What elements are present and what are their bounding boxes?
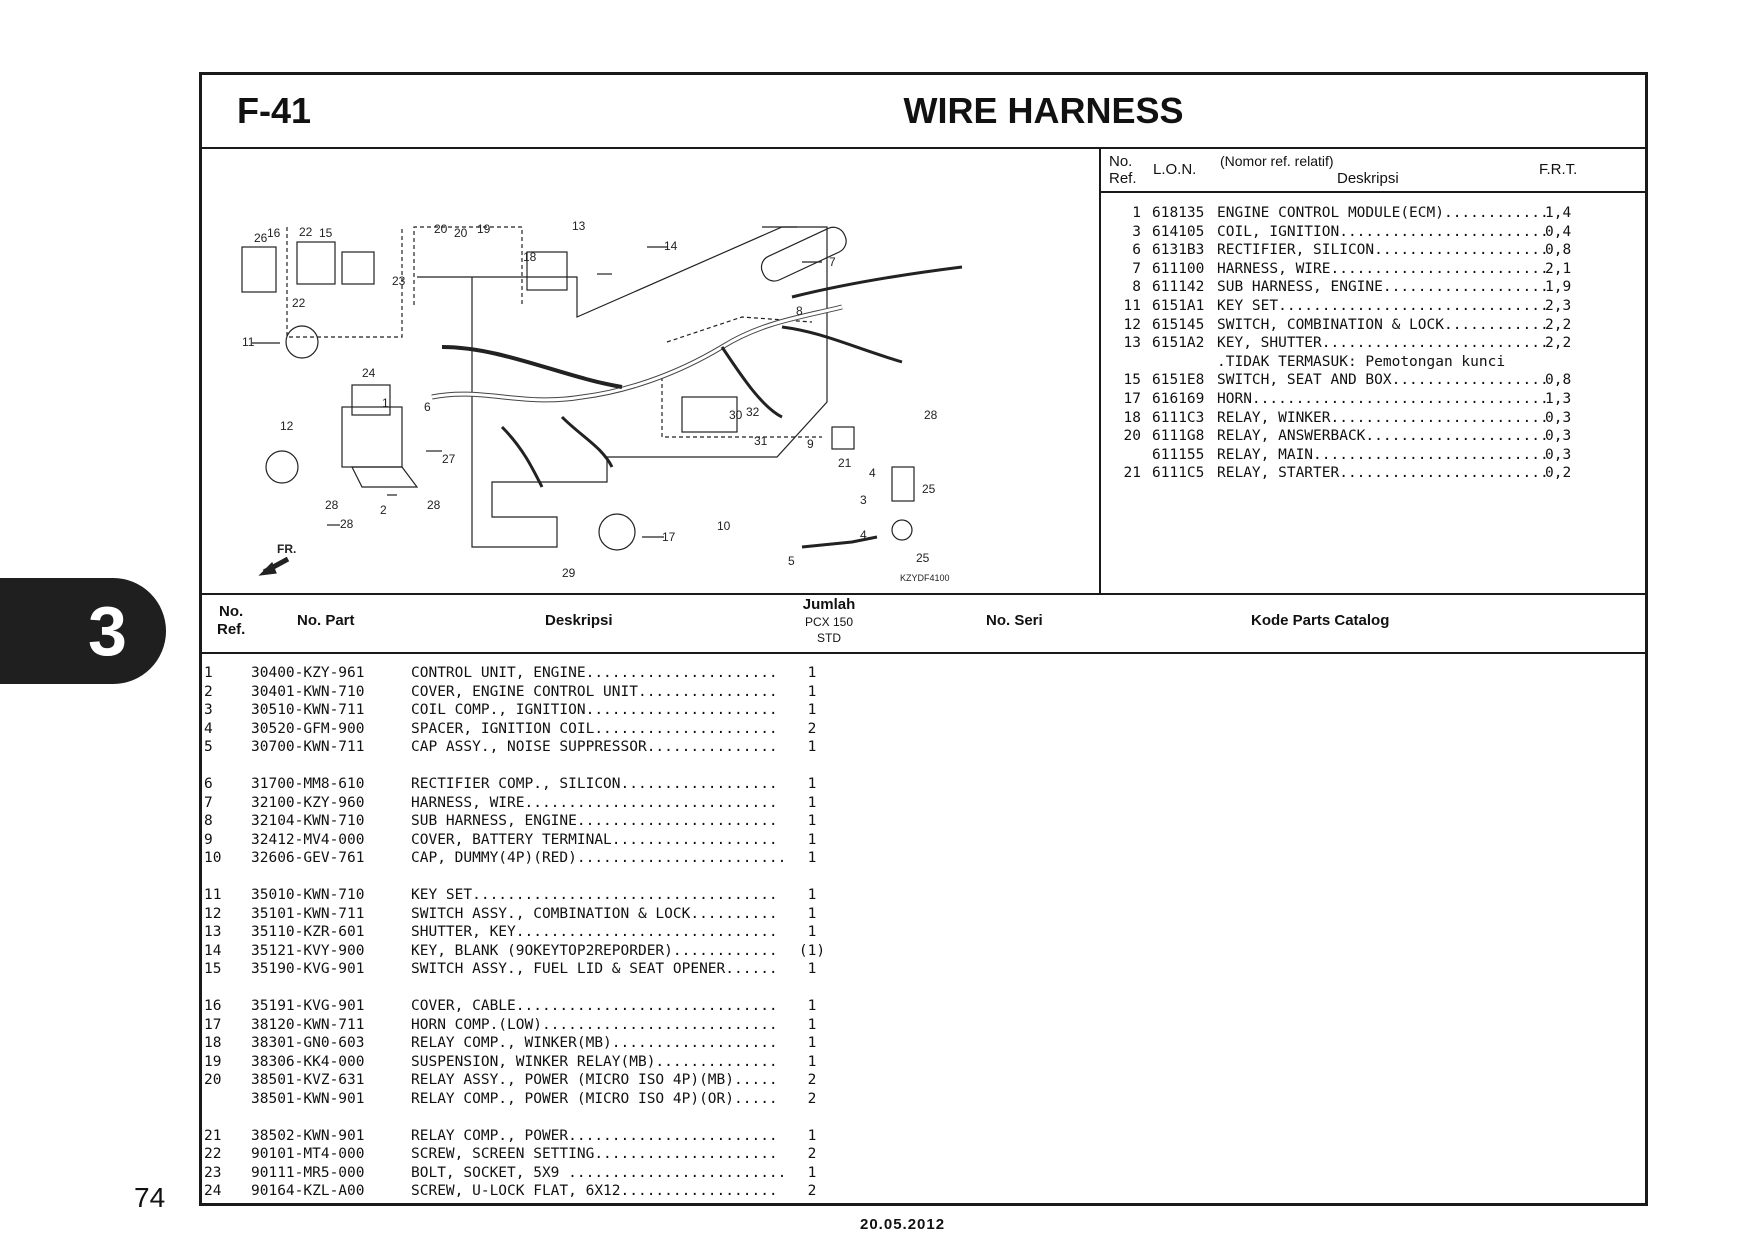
callout-12: 12 (280, 419, 294, 433)
callout-2: 2 (380, 503, 387, 517)
ref-frt: 2,2 (1545, 316, 1572, 333)
part-number: 30401-KWN-710 (251, 683, 365, 700)
part-ref-no: 15 (204, 961, 222, 977)
part-number: 30510-KWN-711 (251, 702, 365, 718)
part-number: 32104-KWN-710 (251, 813, 365, 829)
part-quantity: 1 (807, 1035, 817, 1051)
callout-24: 24 (362, 366, 376, 380)
part-quantity: 1 (807, 1053, 817, 1070)
ref-frt: 1,3 (1545, 390, 1572, 407)
part-description: COVER, CABLE.............................. (411, 998, 778, 1014)
part-quantity: 1 (807, 887, 817, 903)
ref-table (1101, 147, 1645, 593)
parts-table-row (202, 1054, 1645, 1073)
parts-table-row (202, 887, 1645, 906)
part-number: 35010-KWN-710 (251, 887, 365, 903)
part-description: COVER, BATTERY TERMINAL................... (411, 831, 778, 848)
part-number: 32606-GEV-761 (251, 850, 365, 866)
parts-table-row (202, 1072, 1645, 1091)
ref-table-row (1101, 465, 1645, 484)
ref-frt: 2,3 (1545, 297, 1572, 314)
ref-lon: 615145 (1152, 316, 1205, 333)
ref-table-row (1101, 410, 1645, 429)
ref-no: 6 (1132, 242, 1141, 259)
callout-14: 14 (664, 239, 678, 253)
part-ref-no: 3 (204, 702, 213, 718)
part-ref-no: 20 (204, 1072, 222, 1088)
callout-16: 16 (267, 226, 281, 240)
parts-table-row (202, 924, 1645, 943)
callout-21: 21 (838, 456, 852, 470)
callout-11: 11 (242, 335, 255, 349)
parts-header-ref: Ref. (217, 621, 246, 638)
direction-label: FR. (277, 542, 297, 556)
ref-table-body (1101, 205, 1645, 484)
part-quantity: 2 (807, 1072, 817, 1088)
callout-10: 10 (717, 519, 731, 533)
ref-lon: 611142 (1152, 279, 1205, 296)
ref-desc: SWITCH, COMBINATION & LOCK............ (1217, 316, 1549, 333)
ref-table-row (1101, 205, 1645, 224)
parts-table-row (202, 665, 1645, 684)
ref-desc: SUB HARNESS, ENGINE................... (1217, 279, 1549, 296)
ref-lon: 6111G8 (1152, 428, 1205, 445)
part-quantity: 1 (807, 961, 817, 977)
ref-frt: 0,3 (1545, 409, 1572, 426)
figure-title: WIRE HARNESS (903, 90, 1184, 131)
ref-desc: RECTIFIER, SILICON.................... (1217, 242, 1549, 259)
chapter-tab (0, 578, 166, 684)
part-description: RELAY COMP., WINKER(MB)................... (411, 1035, 778, 1051)
part-quantity: 2 (807, 1183, 817, 1199)
part-quantity: 1 (807, 924, 817, 940)
ref-table-row (1101, 335, 1645, 354)
part-quantity: 2 (807, 1146, 817, 1162)
parts-table-row (202, 1146, 1645, 1165)
callout-1: 1 (382, 396, 389, 410)
part-description: BOLT, SOCKET, 5X9 ......................... (411, 1164, 787, 1181)
ref-desc: .TIDAK TERMASUK: Pemotongan kunci (1217, 353, 1506, 370)
parts-header-desc: Deskripsi (545, 612, 613, 629)
ref-desc: HORN.................................. (1217, 390, 1549, 407)
ref-frt: 0,3 (1545, 446, 1572, 463)
callout-17: 17 (662, 530, 676, 544)
part-quantity: 1 (807, 1164, 817, 1181)
ref-frt: 2,1 (1545, 260, 1572, 277)
callout-18: 18 (523, 250, 537, 264)
part-ref-no: 22 (204, 1146, 222, 1162)
ref-no: 20 (1123, 428, 1141, 445)
part-ref-no: 10 (204, 850, 222, 866)
part-quantity: (1) (798, 942, 826, 959)
part-quantity: 1 (807, 1016, 817, 1033)
callout-32: 32 (746, 405, 760, 419)
ref-table-row (1101, 428, 1645, 447)
ref-lon: 611100 (1152, 260, 1205, 277)
parts-table-row (202, 795, 1645, 814)
parts-table-row (202, 702, 1645, 721)
parts-table-row (202, 721, 1645, 740)
callout-20a: 20 (434, 222, 448, 236)
ref-lon: 6111C3 (1152, 409, 1205, 426)
ref-frt: 0,4 (1545, 223, 1572, 240)
part-description: KEY SET................................... (411, 887, 778, 903)
part-description: CONTROL UNIT, ENGINE...................... (411, 665, 778, 681)
parts-table-body (202, 665, 1645, 1202)
ref-lon: 618135 (1152, 205, 1205, 221)
ref-lon: 6131B3 (1152, 242, 1205, 259)
ref-desc: RELAY, WINKER......................... (1217, 409, 1549, 426)
ref-frt: 1,4 (1545, 205, 1572, 221)
part-description: CAP ASSY., NOISE SUPPRESSOR............... (411, 739, 778, 755)
ref-desc: RELAY, MAIN........................... (1217, 446, 1549, 463)
ref-no: 17 (1123, 390, 1141, 407)
ref-lon: 6151A1 (1152, 297, 1205, 314)
part-ref-no: 13 (204, 924, 222, 940)
part-description: SWITCH ASSY., FUEL LID & SEAT OPENER...... (411, 961, 778, 977)
ref-no: 12 (1123, 316, 1141, 333)
part-description: COVER, ENGINE CONTROL UNIT................ (411, 683, 778, 700)
part-ref-no: 11 (204, 887, 222, 903)
ref-frt: 2,2 (1545, 335, 1572, 352)
ref-desc: HARNESS, WIRE......................... (1217, 260, 1549, 277)
ref-lon: 614105 (1152, 223, 1205, 240)
part-number: 30520-GFM-900 (251, 720, 365, 737)
callout-5: 5 (788, 554, 795, 568)
part-description: HORN COMP.(LOW)........................... (411, 1016, 778, 1033)
callout-28d: 28 (924, 408, 938, 422)
ref-lon: 6111C5 (1152, 465, 1205, 482)
callout-8: 8 (796, 304, 803, 318)
callout-9: 9 (807, 437, 814, 451)
part-description: SUB HARNESS, ENGINE....................... (411, 813, 778, 829)
parts-table-row (202, 850, 1645, 869)
ref-table-row (1101, 279, 1645, 298)
part-description: SCREW, SCREEN SETTING..................... (411, 1146, 778, 1162)
part-ref-no: 16 (204, 998, 222, 1014)
part-ref-no: 23 (204, 1164, 222, 1181)
parts-table-row (202, 832, 1645, 851)
parts-table-row (202, 1035, 1645, 1054)
part-description: SHUTTER, KEY.............................. (411, 924, 778, 940)
part-number: 90101-MT4-000 (251, 1146, 365, 1162)
part-number: 38502-KWN-901 (251, 1127, 365, 1144)
ref-lon: 6151E8 (1152, 372, 1205, 389)
part-description: HARNESS, WIRE............................. (411, 794, 778, 811)
part-number: 35121-KVY-900 (251, 942, 365, 959)
page-number: 74 (134, 1182, 166, 1213)
part-number: 30400-KZY-961 (251, 665, 365, 681)
ref-table-row (1101, 372, 1645, 391)
part-quantity: 2 (807, 1090, 817, 1107)
callout-28c: 28 (340, 517, 354, 531)
part-quantity: 1 (807, 905, 817, 922)
image-code: KZYDF4100 (900, 573, 950, 583)
ref-no: 21 (1123, 465, 1141, 482)
parts-table-row (202, 906, 1645, 925)
parts-header-qty: Jumlah (802, 596, 856, 613)
part-number: 38120-KWN-711 (251, 1016, 365, 1033)
part-ref-no: 4 (204, 720, 213, 737)
callout-25a: 25 (922, 482, 936, 496)
ref-table-row (1101, 317, 1645, 336)
parts-table-row (202, 1165, 1645, 1184)
part-ref-no: 7 (204, 794, 213, 811)
part-quantity: 1 (807, 813, 817, 829)
parts-header-model: PCX 150 (804, 615, 854, 629)
ref-frt: 0,2 (1545, 465, 1572, 482)
part-ref-no: 24 (204, 1183, 222, 1199)
callout-22: 22 (299, 225, 313, 239)
part-description: CAP, DUMMY(4P)(RED)........................ (411, 850, 787, 866)
part-number: 32412-MV4-000 (251, 831, 365, 848)
part-ref-no: 14 (204, 942, 222, 959)
part-description: SWITCH ASSY., COMBINATION & LOCK.......... (411, 905, 778, 922)
part-description: RELAY ASSY., POWER (MICRO ISO 4P)(MB)..... (411, 1072, 778, 1088)
parts-header-part: No. Part (297, 612, 355, 629)
part-number: 35190-KVG-901 (251, 961, 365, 977)
callout-7: 7 (829, 255, 836, 269)
ref-table-row (1101, 391, 1645, 410)
ref-desc: SWITCH, SEAT AND BOX.................. (1217, 372, 1549, 389)
part-number: 38501-KVZ-631 (251, 1072, 365, 1088)
part-ref-no: 17 (204, 1016, 222, 1033)
parts-table-row (202, 1017, 1645, 1036)
part-ref-no: 6 (204, 776, 213, 792)
callout-31: 31 (754, 434, 768, 448)
part-ref-no: 8 (204, 813, 213, 829)
part-quantity: 1 (807, 683, 817, 700)
part-quantity: 1 (807, 739, 817, 755)
ref-header-frt: F.R.T. (1539, 161, 1578, 178)
callout-4a: 4 (869, 466, 876, 480)
callout-23: 23 (392, 274, 406, 288)
callout-27: 27 (442, 452, 456, 466)
ref-header-desc: Deskripsi (1337, 170, 1399, 187)
ref-desc: KEY SET............................... (1217, 297, 1549, 314)
ref-no: 8 (1132, 279, 1141, 296)
ref-header-no: No. (1109, 153, 1133, 170)
ref-no: 11 (1123, 297, 1141, 314)
part-quantity: 1 (807, 665, 817, 681)
part-ref-no: 2 (204, 683, 213, 700)
part-description: COIL COMP., IGNITION...................... (411, 702, 778, 718)
parts-table-row (202, 1091, 1645, 1110)
parts-table-row (202, 943, 1645, 962)
part-description: RECTIFIER COMP., SILICON.................. (411, 776, 778, 792)
ref-desc: COIL, IGNITION........................ (1217, 223, 1549, 240)
callout-15: 15 (319, 226, 333, 240)
callout-4b: 4 (860, 528, 867, 542)
parts-header-no: No. (219, 603, 244, 620)
ref-no: 1 (1132, 205, 1141, 221)
part-number: 90111-MR5-000 (251, 1164, 365, 1181)
ref-no: 15 (1123, 372, 1141, 389)
ref-table-row (1101, 242, 1645, 261)
callout-22b: 22 (292, 296, 306, 310)
parts-table-row (202, 813, 1645, 832)
parts-table-row (202, 739, 1645, 758)
part-description: RELAY COMP., POWER........................ (411, 1127, 778, 1144)
callout-30: 30 (729, 408, 743, 422)
part-ref-no: 19 (204, 1053, 222, 1070)
part-ref-no: 1 (204, 665, 213, 681)
parts-table-row (202, 1183, 1645, 1202)
ref-table-row (1101, 447, 1645, 466)
callout-28b: 28 (427, 498, 441, 512)
catalog-frame (199, 72, 1648, 1206)
ref-frt: 0,8 (1545, 242, 1572, 259)
ref-no: 7 (1132, 260, 1141, 277)
parts-table-row (202, 684, 1645, 703)
part-number: 30700-KWN-711 (251, 739, 365, 755)
part-description: KEY, BLANK (9OKEYTOP2REPORDER)............ (411, 942, 778, 959)
wire-harness-drawing (202, 147, 1097, 593)
figure-header (202, 75, 1645, 149)
part-number: 90164-KZL-A00 (251, 1183, 365, 1199)
parts-table-row (202, 961, 1645, 980)
part-number: 31700-MM8-610 (251, 776, 365, 792)
parts-header-serial: No. Seri (986, 612, 1043, 629)
callout-20b: 20 (454, 226, 468, 240)
part-description: RELAY COMP., POWER (MICRO ISO 4P)(OR)..... (411, 1090, 778, 1107)
callout-26: 26 (254, 231, 268, 245)
part-quantity: 1 (807, 1127, 817, 1144)
ref-frt: 0,8 (1545, 372, 1572, 389)
ref-desc: RELAY, STARTER........................ (1217, 465, 1549, 482)
part-ref-no: 5 (204, 739, 213, 755)
parts-header-std: STD (817, 631, 841, 645)
part-quantity: 1 (807, 776, 817, 792)
part-ref-no: 21 (204, 1127, 222, 1144)
parts-table-row (202, 776, 1645, 795)
part-description: SUSPENSION, WINKER RELAY(MB).............. (411, 1053, 778, 1070)
part-description: SPACER, IGNITION COIL..................... (411, 720, 778, 737)
ref-header-lon: L.O.N. (1153, 161, 1197, 178)
part-ref-no: 12 (204, 905, 222, 922)
callout-3: 3 (860, 493, 867, 507)
ref-desc: ENGINE CONTROL MODULE(ECM)............ (1217, 205, 1549, 221)
exploded-diagram (202, 147, 1101, 593)
part-quantity: 1 (807, 702, 817, 718)
callout-28a: 28 (325, 498, 339, 512)
part-ref-no: 9 (204, 831, 213, 848)
callout-19: 19 (477, 222, 491, 236)
ref-table-row (1101, 298, 1645, 317)
ref-no: 18 (1123, 409, 1141, 426)
ref-frt: 0,3 (1545, 428, 1572, 445)
part-quantity: 1 (807, 850, 817, 866)
ref-lon: 611155 (1152, 446, 1205, 463)
parts-table-row (202, 1128, 1645, 1147)
figure-code: F-41 (237, 90, 312, 131)
publish-date: 20.05.2012 (860, 1216, 946, 1233)
part-ref-no: 18 (204, 1035, 222, 1051)
ref-no: 13 (1123, 335, 1141, 352)
part-description: SCREW, U-LOCK FLAT, 6X12.................. (411, 1183, 778, 1199)
ref-frt: 1,9 (1545, 279, 1572, 296)
part-number: 38501-KWN-901 (251, 1090, 365, 1107)
ref-lon: 616169 (1152, 390, 1205, 407)
part-number: 35191-KVG-901 (251, 998, 365, 1014)
callout-6: 6 (424, 400, 431, 414)
ref-desc: KEY, SHUTTER.......................... (1217, 335, 1549, 352)
parts-header-catalog: Kode Parts Catalog (1251, 612, 1390, 629)
part-number: 35110-KZR-601 (251, 924, 365, 940)
ref-table-row (1101, 224, 1645, 243)
callout-25b: 25 (916, 551, 930, 565)
ref-header-ref: Ref. (1109, 170, 1137, 187)
ref-desc: RELAY, ANSWERBACK..................... (1217, 428, 1549, 445)
callout-13: 13 (572, 219, 586, 233)
part-quantity: 1 (807, 831, 817, 848)
part-number: 35101-KWN-711 (251, 905, 365, 922)
ref-no: 3 (1132, 223, 1141, 240)
part-quantity: 2 (807, 720, 817, 737)
ref-table-row (1101, 261, 1645, 280)
part-number: 38306-KK4-000 (251, 1053, 365, 1070)
callout-29: 29 (562, 566, 576, 580)
parts-table-header (202, 593, 1645, 654)
part-quantity: 1 (807, 998, 817, 1014)
ref-lon: 6151A2 (1152, 335, 1205, 352)
ref-table-header (1101, 147, 1645, 193)
part-quantity: 1 (807, 794, 817, 811)
ref-table-row (1101, 354, 1645, 373)
parts-table-row (202, 998, 1645, 1017)
part-number: 32100-KZY-960 (251, 794, 365, 811)
chapter-number: 3 (88, 592, 127, 670)
ref-header-desc-note: (Nomor ref. relatif) (1220, 153, 1334, 169)
part-number: 38301-GN0-603 (251, 1035, 365, 1051)
